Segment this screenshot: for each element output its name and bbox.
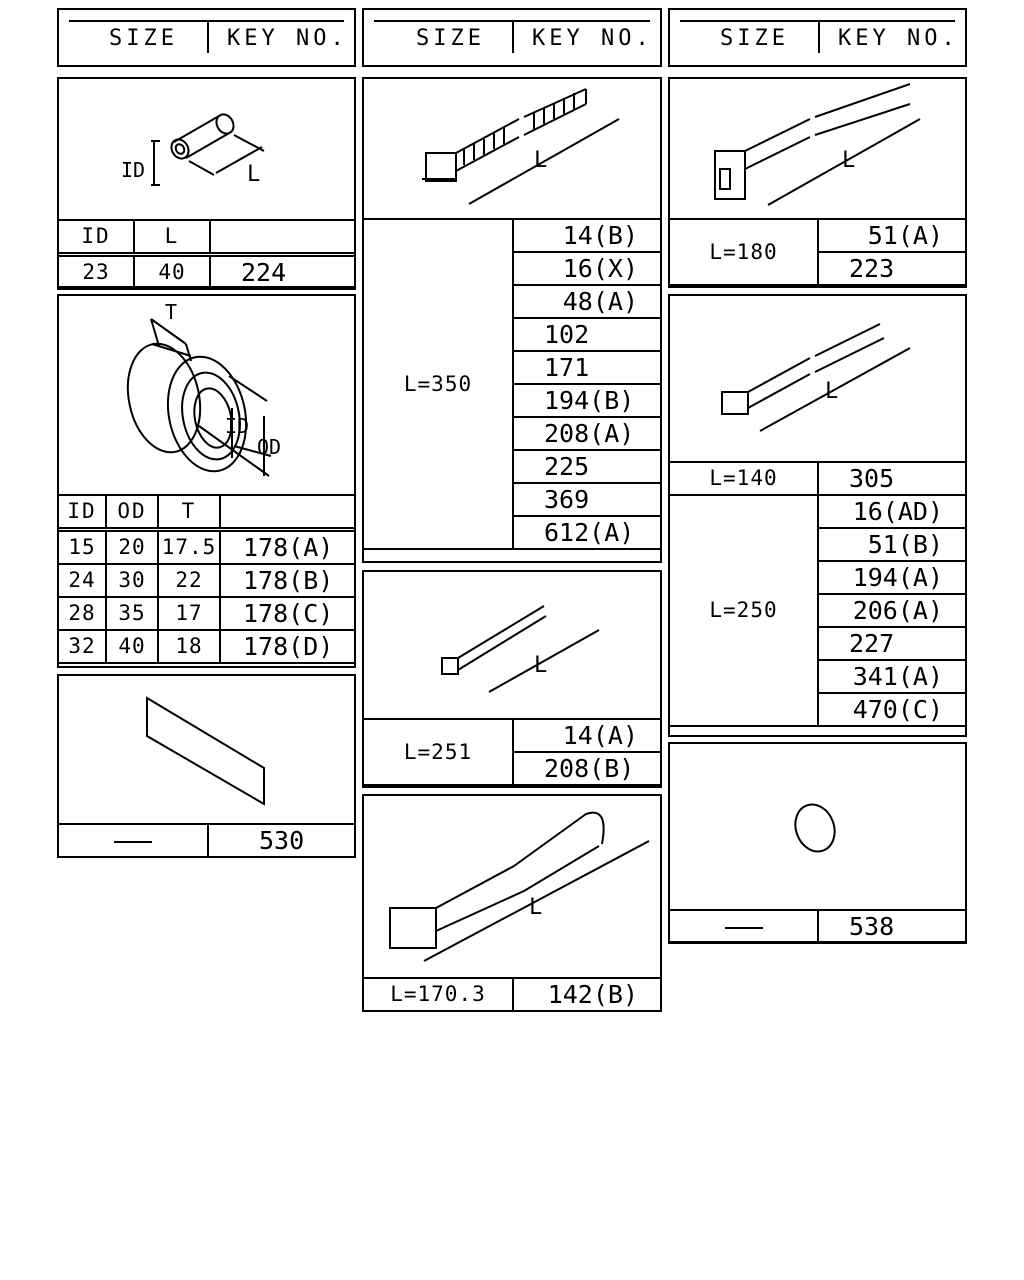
cell-key-no: 206(A) bbox=[818, 594, 966, 627]
cell-key-no: 470(C) bbox=[818, 693, 966, 726]
cable-tie-drawing bbox=[364, 572, 660, 720]
col-header-id: ID bbox=[58, 220, 134, 255]
cable-tie-drawing bbox=[670, 296, 965, 462]
cell-key-no: 14(B) bbox=[513, 219, 661, 252]
cell-t: 22 bbox=[158, 564, 220, 597]
cell-t: 18 bbox=[158, 630, 220, 663]
cell-t: 17 bbox=[158, 597, 220, 630]
spacer-length-label: L bbox=[247, 162, 261, 187]
table-row bbox=[669, 219, 966, 252]
header-col-1 bbox=[57, 8, 356, 67]
col-header-l: L bbox=[134, 220, 210, 255]
table-row bbox=[58, 564, 355, 597]
spacer-id-label: ID bbox=[121, 158, 146, 182]
tie-140-250-panel bbox=[668, 294, 967, 737]
spacer-tube-drawing bbox=[59, 79, 354, 219]
table-row bbox=[58, 530, 355, 565]
cell-size-none bbox=[669, 910, 818, 943]
cell-od: 20 bbox=[106, 530, 158, 565]
tie-length-label: L bbox=[825, 379, 839, 404]
tie-length-label: L bbox=[534, 148, 548, 173]
tie-length-label: L bbox=[534, 653, 548, 678]
cell-key-no: 227 bbox=[818, 627, 966, 660]
cell-key-no: 16(X) bbox=[513, 252, 661, 285]
cell-size: L=170.3 bbox=[363, 978, 513, 1011]
cell-key-no: 194(A) bbox=[818, 561, 966, 594]
tie-350-table bbox=[362, 218, 662, 550]
cell-key-no: 51(B) bbox=[818, 528, 966, 561]
cell-size: L=180 bbox=[669, 219, 818, 285]
cell-key-no: 51(A) bbox=[818, 219, 966, 252]
table-row bbox=[669, 495, 966, 528]
clip-length-label: L bbox=[529, 895, 543, 920]
col-header-id: ID bbox=[58, 495, 106, 530]
cell-key-no: 224 bbox=[210, 255, 355, 290]
cell-key-no: 102 bbox=[513, 318, 661, 351]
cell-key-no: 538 bbox=[818, 910, 966, 943]
plug-table bbox=[668, 909, 967, 944]
cable-tie-drawing bbox=[364, 79, 660, 219]
key-no-header: KEY NO. bbox=[227, 26, 348, 51]
cell-key-no: 225 bbox=[513, 450, 661, 483]
cell-key-no: 178(D) bbox=[220, 630, 355, 663]
cell-key-no: 208(B) bbox=[513, 752, 661, 785]
cell-key-no: 171 bbox=[513, 351, 661, 384]
spacer-table bbox=[57, 219, 356, 290]
tie-length-label: L bbox=[842, 148, 856, 173]
cell-size: L=250 bbox=[669, 495, 818, 726]
tie-350-panel bbox=[362, 77, 662, 563]
table-row bbox=[363, 219, 661, 252]
dash-icon bbox=[725, 927, 763, 929]
grommet-od-label: OD bbox=[257, 435, 282, 459]
grommet-t-label: T bbox=[165, 300, 178, 324]
cell-key-no: 178(B) bbox=[220, 564, 355, 597]
plug-drawing bbox=[670, 744, 965, 910]
cell-key-no: 178(A) bbox=[220, 530, 355, 565]
cell-id: 28 bbox=[58, 597, 106, 630]
cell-key-no: 530 bbox=[208, 824, 355, 857]
size-header: SIZE bbox=[720, 26, 789, 51]
key-no-header: KEY NO. bbox=[532, 26, 653, 51]
cell-key-no: 223 bbox=[818, 252, 966, 285]
cell-id: 23 bbox=[58, 255, 134, 290]
table-row bbox=[58, 630, 355, 663]
table-row bbox=[58, 255, 355, 290]
cell-key-no: 48(A) bbox=[513, 285, 661, 318]
cell-size-none bbox=[58, 824, 208, 857]
tie-251-panel bbox=[362, 570, 662, 788]
sheet-panel bbox=[57, 674, 356, 858]
table-row bbox=[669, 910, 966, 943]
tie-251-table bbox=[362, 718, 662, 786]
col-header-key bbox=[210, 220, 355, 255]
sheet-drawing bbox=[59, 676, 354, 824]
cell-id: 32 bbox=[58, 630, 106, 663]
cell-t: 17.5 bbox=[158, 530, 220, 565]
cell-size: L=350 bbox=[363, 219, 513, 549]
cell-key-no: 305 bbox=[818, 462, 966, 495]
col-header-key bbox=[220, 495, 355, 530]
cell-key-no: 208(A) bbox=[513, 417, 661, 450]
tie-140-250-table bbox=[668, 461, 967, 727]
key-no-header: KEY NO. bbox=[838, 26, 959, 51]
sheet-table bbox=[57, 823, 356, 858]
dash-icon bbox=[114, 841, 152, 843]
spacer-panel bbox=[57, 77, 356, 288]
cell-key-no: 369 bbox=[513, 483, 661, 516]
header-col-2 bbox=[362, 8, 662, 67]
size-header: SIZE bbox=[416, 26, 485, 51]
cable-tie-drawing bbox=[670, 79, 965, 219]
table-row bbox=[363, 978, 661, 1011]
clip-drawing bbox=[364, 796, 660, 978]
tie-180-table bbox=[668, 218, 967, 286]
tie-180-panel bbox=[668, 77, 967, 288]
cell-size: L=251 bbox=[363, 719, 513, 785]
clip-170-table bbox=[362, 977, 662, 1012]
cell-od: 40 bbox=[106, 630, 158, 663]
header-col-3 bbox=[668, 8, 967, 67]
cell-od: 35 bbox=[106, 597, 158, 630]
cell-key-no: 612(A) bbox=[513, 516, 661, 549]
table-row bbox=[58, 597, 355, 630]
grommet-table bbox=[57, 494, 356, 664]
cell-id: 15 bbox=[58, 530, 106, 565]
cell-size: L=140 bbox=[669, 462, 818, 495]
cell-od: 30 bbox=[106, 564, 158, 597]
cell-key-no: 341(A) bbox=[818, 660, 966, 693]
size-header: SIZE bbox=[109, 26, 178, 51]
cell-l: 40 bbox=[134, 255, 210, 290]
plug-panel bbox=[668, 742, 967, 943]
table-row bbox=[58, 824, 355, 857]
grommet-panel bbox=[57, 294, 356, 668]
cell-id: 24 bbox=[58, 564, 106, 597]
grommet-drawing bbox=[59, 296, 354, 496]
cell-key-no: 178(C) bbox=[220, 597, 355, 630]
table-row bbox=[669, 462, 966, 495]
clip-170-panel bbox=[362, 794, 662, 1012]
cell-key-no: 194(B) bbox=[513, 384, 661, 417]
table-row bbox=[363, 719, 661, 752]
col-header-od: OD bbox=[106, 495, 158, 530]
col-header-t: T bbox=[158, 495, 220, 530]
grommet-id-label: ID bbox=[225, 414, 250, 438]
cell-key-no: 16(AD) bbox=[818, 495, 966, 528]
cell-key-no: 142(B) bbox=[513, 978, 661, 1011]
cell-key-no: 14(A) bbox=[513, 719, 661, 752]
